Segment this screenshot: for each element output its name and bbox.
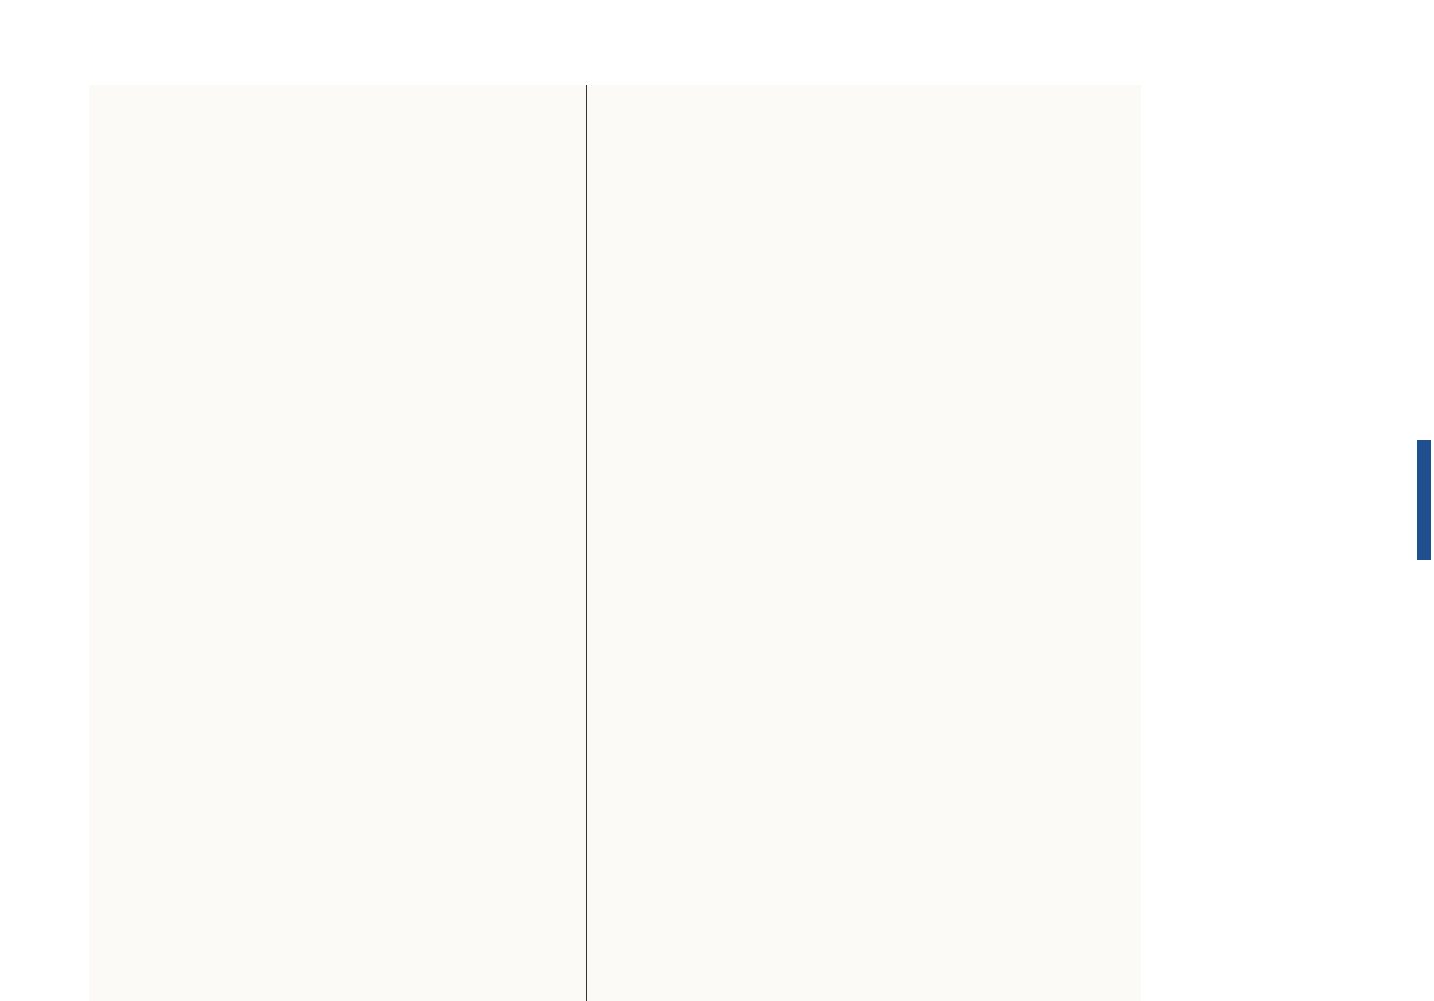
paragraph (597, 202, 925, 217)
paragraph (597, 112, 1126, 127)
scan-page (89, 85, 1141, 1001)
paragraph (597, 172, 1126, 187)
column-divider (586, 85, 587, 1001)
paragraph (102, 112, 576, 127)
right-text-block (597, 97, 1126, 993)
paragraph (102, 202, 396, 217)
paragraph (102, 97, 576, 112)
paragraph (102, 142, 396, 157)
left-column (94, 85, 584, 1001)
dfg-label (1417, 440, 1431, 560)
paragraph (102, 187, 576, 202)
paragraph (597, 142, 925, 157)
paragraph (597, 157, 1126, 172)
left-text-block (102, 97, 576, 993)
paragraph (102, 217, 576, 232)
paragraph (102, 172, 576, 187)
digitization-strip (1414, 0, 1434, 1000)
right-column (589, 85, 1134, 1001)
paragraph (597, 97, 1126, 112)
paragraph (597, 187, 1126, 202)
paragraph (597, 127, 1126, 142)
paragraph (102, 127, 576, 142)
paragraph (597, 217, 1126, 232)
paragraph (102, 157, 576, 172)
